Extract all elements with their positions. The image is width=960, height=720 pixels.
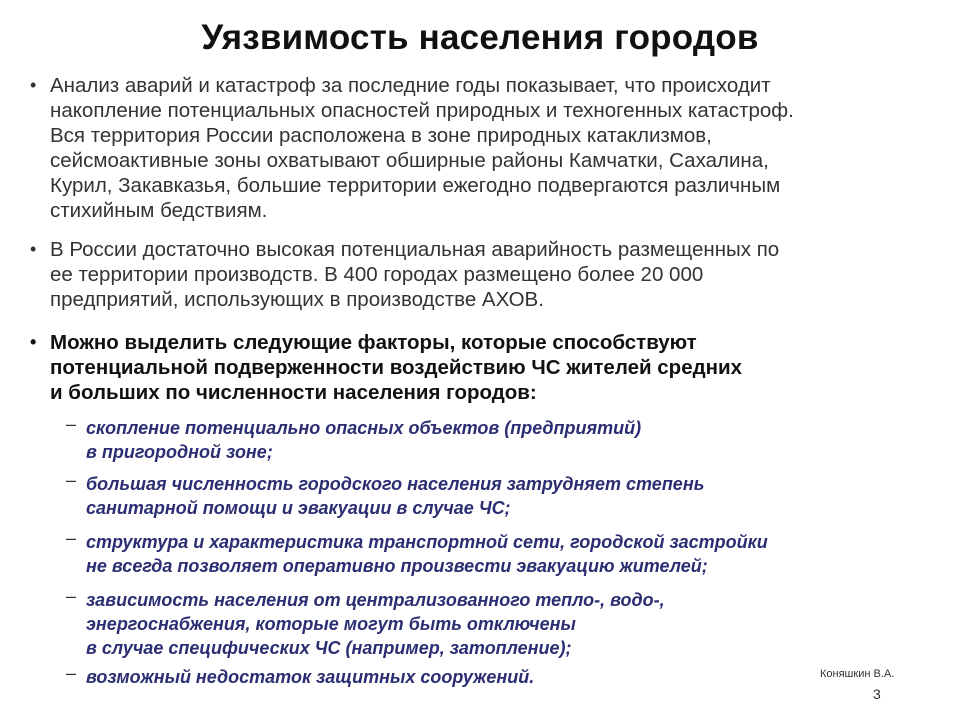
bullet-marker: • <box>30 332 37 352</box>
dash-marker: – <box>66 528 77 548</box>
factor-text <box>86 472 916 520</box>
text-line: стихийным бедствиям. <box>50 199 268 222</box>
text-line: зависимость населения от централизованного тепло-, водо-, <box>86 590 665 610</box>
text-line: и больших по численности населения городов: <box>50 381 537 404</box>
bullet-text <box>50 330 930 405</box>
text-line: скопление потенциально опасных объектов (предприятий) <box>86 418 642 438</box>
text-line: ее территории производств. В 400 городах размещено более 20 000 <box>50 263 704 286</box>
factor-text <box>86 416 916 464</box>
text-line: не всегда позволяет оперативно произвести эвакуацию жителей; <box>86 556 708 576</box>
slide-title: Уязвимость населения городов <box>201 18 759 57</box>
text-line: в случае специфических ЧС (например, затопление); <box>86 638 572 658</box>
text-line: энергоснабжения, которые могут быть отключены <box>86 614 576 634</box>
bullet-text <box>50 73 930 223</box>
factor-item-shelters <box>66 665 916 689</box>
bullet-marker: • <box>30 75 37 95</box>
page-number: 3 <box>873 686 881 702</box>
text-line: В России достаточно высокая потенциальная аварийность размещенных по <box>50 238 780 261</box>
factor-text <box>86 530 916 578</box>
text-line: в пригородной зоне; <box>86 442 273 462</box>
text-line: накопление потенциальных опасностей природных и техногенных катастроф. <box>50 99 794 122</box>
factor-item-hazardous-objects <box>66 416 916 464</box>
text-line: предприятий, использующих в производстве АХОВ. <box>50 288 544 311</box>
dash-marker: – <box>66 414 77 434</box>
factor-text <box>86 665 916 689</box>
author-name: Коняшкин В.А. <box>820 668 895 680</box>
text-line: Анализ аварий и катастроф за последние годы показывает, что происходит <box>50 74 771 97</box>
dash-marker: – <box>66 470 77 490</box>
text-line: Курил, Закавказья, большие территории ежегодно подвергаются различным <box>50 174 781 197</box>
text-line: потенциальной подверженности воздействию ЧС жителей средних <box>50 356 742 379</box>
text-line: Вся территория России расположена в зоне природных катаклизмов, <box>50 124 712 147</box>
dash-marker: – <box>66 663 77 683</box>
bullet-marker: • <box>30 239 37 259</box>
bullet-factors <box>30 330 930 405</box>
factor-item-transport-network <box>66 530 916 578</box>
text-line: сейсмоактивные зоны охватывают обширные районы Камчатки, Сахалина, <box>50 149 769 172</box>
bullet-disaster-analysis <box>30 73 930 223</box>
text-line: Можно выделить следующие факторы, которые способствуют <box>50 331 697 354</box>
text-line: возможный недостаток защитных сооружений. <box>86 667 535 687</box>
factor-item-utilities-dependence <box>66 588 916 660</box>
text-line: структура и характеристика транспортной сети, городской застройки <box>86 532 768 552</box>
bullet-text <box>50 237 930 312</box>
factor-item-population-size <box>66 472 916 520</box>
factor-text <box>86 588 916 660</box>
dash-marker: – <box>66 586 77 606</box>
text-line: большая численность городского населения затрудняет степень <box>86 474 705 494</box>
text-line: санитарной помощи и эвакуации в случае ЧС; <box>86 498 511 518</box>
bullet-accident-rate <box>30 237 930 312</box>
